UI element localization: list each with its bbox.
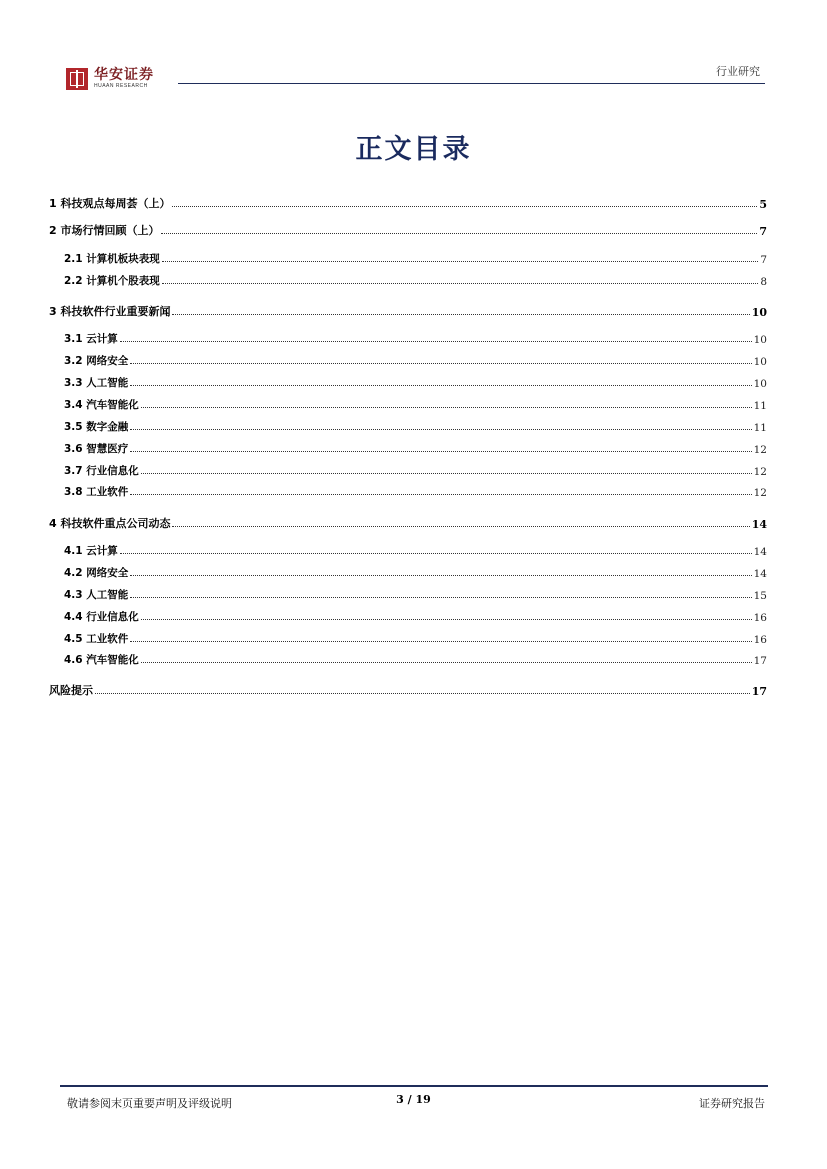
footer-disclaimer: 敬请参阅末页重要声明及评级说明 bbox=[67, 1097, 232, 1110]
toc-entry-page: 16 bbox=[753, 612, 767, 624]
toc-entry-label: 风险提示 bbox=[49, 684, 93, 697]
toc-entry[interactable] bbox=[64, 481, 767, 499]
toc-entry-page: 11 bbox=[753, 422, 767, 434]
toc-entry-label: 2.2 计算机个股表现 bbox=[64, 275, 160, 287]
toc-entry-page: 10 bbox=[753, 356, 767, 368]
toc-leader-dots bbox=[95, 692, 750, 694]
toc-leader-dots bbox=[130, 493, 751, 495]
toc-entry-page: 10 bbox=[751, 306, 767, 319]
footer-divider bbox=[60, 1085, 768, 1087]
toc-entry[interactable] bbox=[49, 301, 767, 319]
toc-entry[interactable] bbox=[64, 606, 767, 624]
toc-entry[interactable] bbox=[64, 270, 767, 288]
toc-entry[interactable] bbox=[64, 540, 767, 558]
toc-leader-dots bbox=[130, 428, 751, 430]
toc-entry[interactable] bbox=[64, 460, 767, 478]
toc-entry-page: 7 bbox=[760, 254, 767, 266]
toc-entry-label: 1 科技观点每周荟（上） bbox=[49, 197, 171, 210]
toc-leader-dots bbox=[120, 552, 752, 554]
toc-entry[interactable] bbox=[64, 649, 767, 667]
header-divider bbox=[178, 83, 765, 84]
toc-entry[interactable] bbox=[64, 416, 767, 434]
logo-chinese-text: 华安证券 bbox=[94, 67, 154, 83]
toc-entry-label: 4.2 网络安全 bbox=[64, 567, 129, 579]
toc-entry-page: 10 bbox=[753, 378, 767, 390]
toc-leader-dots bbox=[161, 232, 757, 234]
toc-entry-page: 11 bbox=[753, 400, 767, 412]
toc-entry-page: 10 bbox=[753, 334, 767, 346]
toc-leader-dots bbox=[130, 574, 751, 576]
toc-entry[interactable] bbox=[49, 680, 767, 698]
toc-entry-label: 3.5 数字金融 bbox=[64, 421, 129, 433]
toc-entry[interactable] bbox=[64, 584, 767, 602]
toc-entry-page: 5 bbox=[759, 198, 767, 211]
page-header bbox=[0, 0, 827, 90]
toc-entry[interactable] bbox=[49, 193, 767, 211]
toc-entry-label: 4.5 工业软件 bbox=[64, 633, 129, 645]
toc-entry[interactable] bbox=[64, 248, 767, 266]
toc-entry-page: 15 bbox=[753, 590, 767, 602]
toc-entry[interactable] bbox=[64, 438, 767, 456]
company-logo bbox=[66, 68, 154, 90]
toc-entry-page: 14 bbox=[753, 546, 767, 558]
toc-entry-label: 3.6 智慧医疗 bbox=[64, 443, 129, 455]
toc-leader-dots bbox=[162, 282, 759, 284]
toc-entry[interactable] bbox=[49, 513, 767, 531]
toc-entry-page: 12 bbox=[753, 444, 767, 456]
toc-entry-page: 12 bbox=[753, 466, 767, 478]
toc-leader-dots bbox=[130, 450, 751, 452]
toc-leader-dots bbox=[172, 313, 749, 315]
toc-entry[interactable] bbox=[64, 562, 767, 580]
toc-leader-dots bbox=[162, 260, 759, 262]
toc-entry-page: 14 bbox=[751, 518, 767, 531]
toc-entry[interactable] bbox=[64, 350, 767, 368]
toc-entry-label: 4.1 云计算 bbox=[64, 545, 118, 557]
toc-entry-label: 4.6 汽车智能化 bbox=[64, 654, 139, 666]
page-title: 正文目录 bbox=[355, 134, 472, 165]
toc-leader-dots bbox=[172, 525, 749, 527]
toc-entry-label: 4 科技软件重点公司动态 bbox=[49, 517, 171, 530]
toc-leader-dots bbox=[130, 640, 751, 642]
toc-entry-page: 17 bbox=[751, 685, 767, 698]
toc-leader-dots bbox=[172, 205, 757, 207]
toc-entry[interactable] bbox=[49, 220, 767, 238]
toc-leader-dots bbox=[141, 618, 752, 620]
toc-leader-dots bbox=[130, 596, 751, 598]
toc-entry[interactable] bbox=[64, 394, 767, 412]
logo-english-text: HUAAN RESEARCH bbox=[94, 83, 148, 89]
toc-entry-label: 4.3 人工智能 bbox=[64, 589, 129, 601]
toc-leader-dots bbox=[130, 362, 751, 364]
toc-entry-label: 3.8 工业软件 bbox=[64, 486, 129, 498]
toc-entry-page: 12 bbox=[753, 487, 767, 499]
toc-entry-label: 2.1 计算机板块表现 bbox=[64, 253, 160, 265]
toc-entry[interactable] bbox=[64, 328, 767, 346]
toc-entry-page: 14 bbox=[753, 568, 767, 580]
toc-entry-page: 17 bbox=[753, 655, 767, 667]
toc-entry[interactable] bbox=[64, 628, 767, 646]
toc-entry-page: 7 bbox=[759, 225, 767, 238]
toc-entry-page: 8 bbox=[760, 276, 767, 288]
toc-leader-dots bbox=[141, 406, 752, 408]
toc-leader-dots bbox=[141, 472, 752, 474]
toc-entry-label: 3.7 行业信息化 bbox=[64, 465, 139, 477]
toc-entry-page: 16 bbox=[753, 634, 767, 646]
page-number: 3 / 19 bbox=[396, 1093, 431, 1106]
toc-entry-label: 3.4 汽车智能化 bbox=[64, 399, 139, 411]
toc-entry-label: 3.3 人工智能 bbox=[64, 377, 129, 389]
toc-entry-label: 4.4 行业信息化 bbox=[64, 611, 139, 623]
toc-leader-dots bbox=[130, 384, 751, 386]
footer-report-type: 证券研究报告 bbox=[699, 1097, 765, 1110]
seal-icon bbox=[66, 68, 88, 90]
toc-leader-dots bbox=[141, 661, 752, 663]
toc-entry-label: 3 科技软件行业重要新闻 bbox=[49, 305, 171, 318]
toc-entry-label: 3.1 云计算 bbox=[64, 333, 118, 345]
toc-entry[interactable] bbox=[64, 372, 767, 390]
toc-leader-dots bbox=[120, 340, 752, 342]
toc-entry-label: 3.2 网络安全 bbox=[64, 355, 129, 367]
report-category: 行业研究 bbox=[716, 65, 760, 78]
toc-entry-label: 2 市场行情回顾（上） bbox=[49, 224, 160, 237]
